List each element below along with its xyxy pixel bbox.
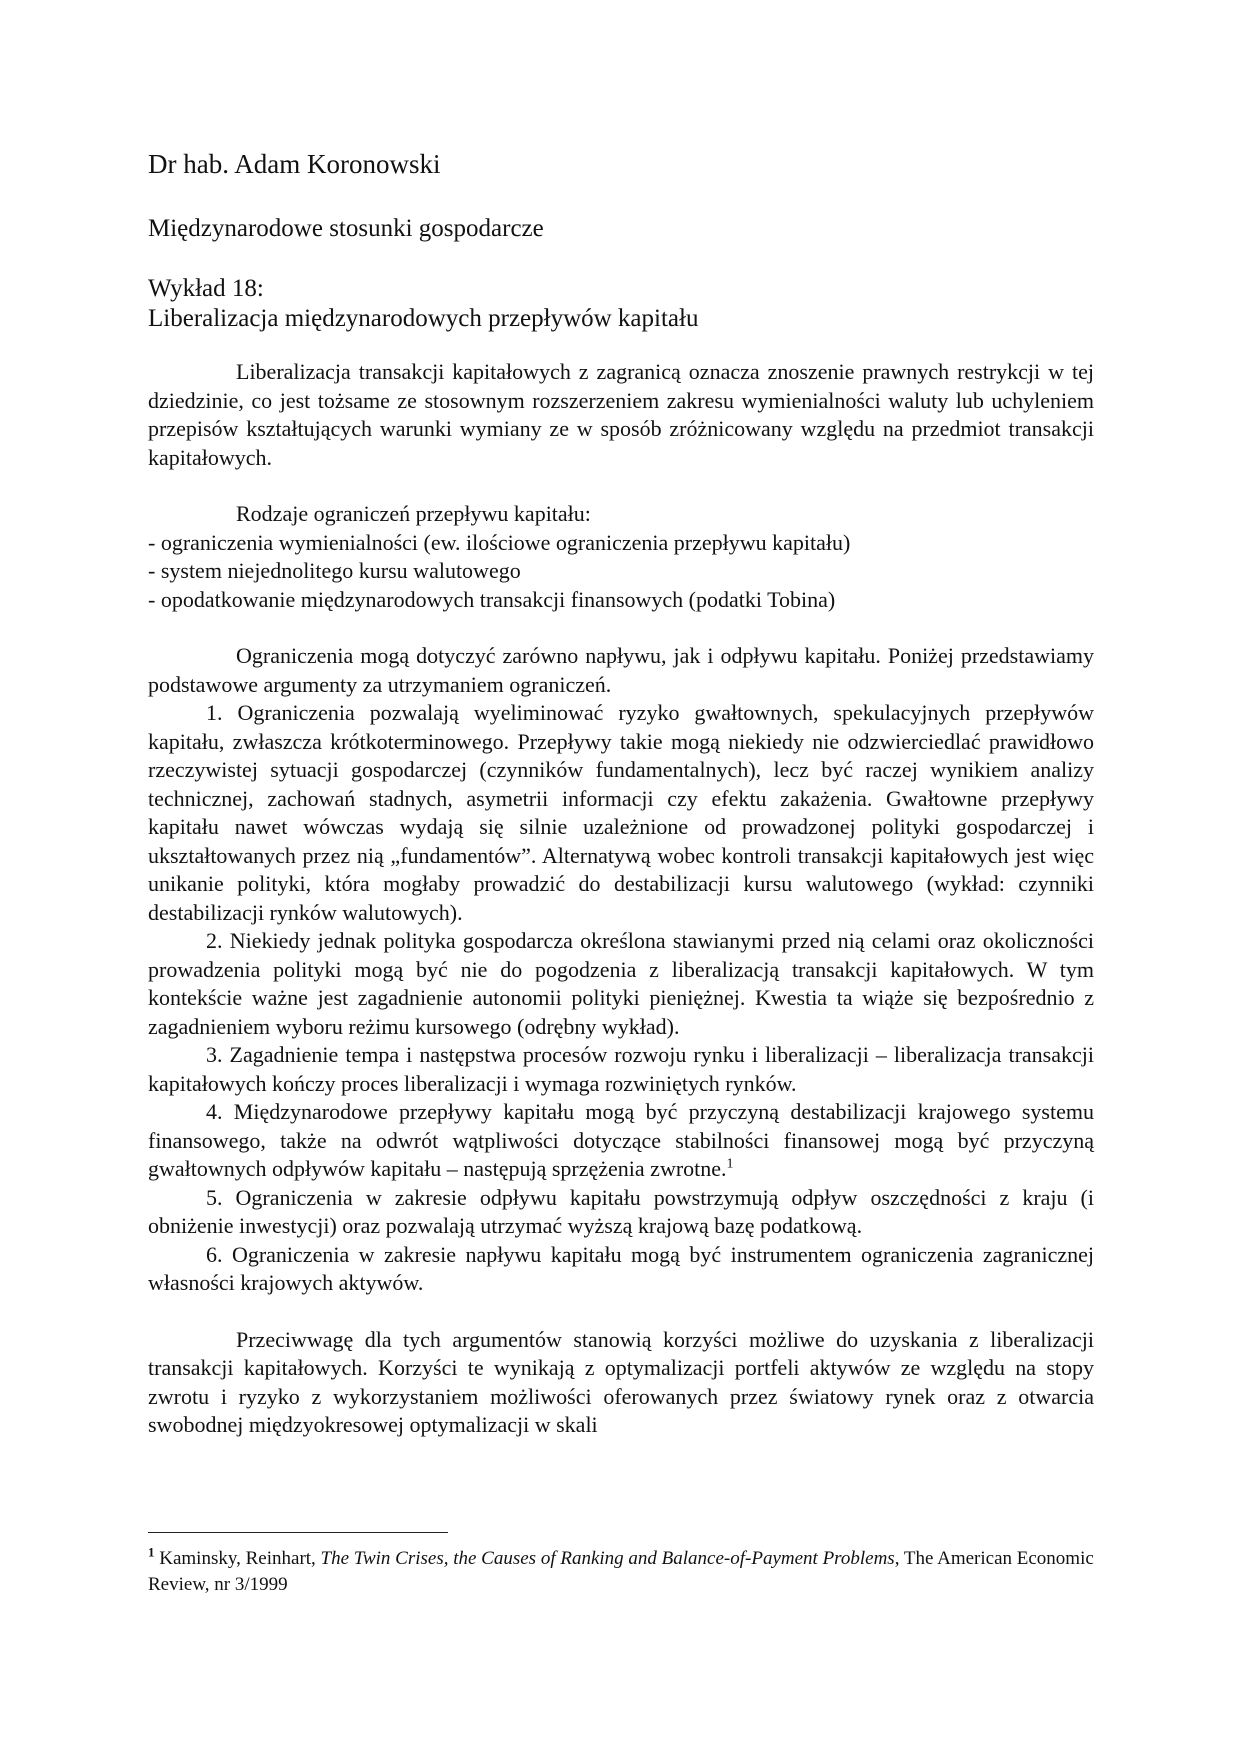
spacer [148, 1298, 1094, 1326]
spacer [148, 614, 1094, 642]
document-body [148, 358, 1094, 1440]
course-title: Międzynarodowe stosunki gospodarcze [148, 215, 544, 242]
footnote-source: , The American Economic Review, nr 3/1999 [148, 1548, 1094, 1595]
argument-item-2: 2. Niekiedy jednak polityka gospodarcza określona stawianymi przed nią celami oraz okoliczności prowadzenia polityki mogą być nie do pogodzenia z liberalizacją transakcji kapitałowych. W tym kontekście ważne jest zagadnienie autonomii polityki pieniężnej. Kwestia ta wiąże się bezpośrednio z zagadnieniem wyboru reżimu kursowego (odrębny wykład). [148, 928, 1094, 1039]
footnote-separator [148, 1532, 448, 1533]
argument-item-3: 3. Zagadnienie tempa i następstwa procesów rozwoju rynku i liberalizacji – liberalizacja transakcji kapitałowych kończy proces liberalizacji i wymaga rozwiniętych rynków. [148, 1042, 1094, 1096]
footnote-authors: Kaminsky, Reinhart, [154, 1548, 321, 1569]
argument-item-4-text: 4. Międzynarodowe przepływy kapitału mogą być przyczyną destabilizacji krajowego systemu finansowego, także na odwrót wątpliwości dotyczące stabilności finansowej mogą być przyczyną gwałtownych odpływów kapitału – następują sprzężenia zwrotne. [148, 1099, 1094, 1181]
lecture-number: Wykład 18: [148, 275, 264, 302]
footnote-reference[interactable]: 1 [726, 1156, 734, 1172]
argument-item-5: 5. Ograniczenia w zakresie odpływu kapitału powstrzymują odpływ oszczędności z kraju (i obniżenie inwestycji) oraz pozwalają utrzymać wyższą krajową bazę podatkową. [148, 1184, 1094, 1238]
intro-paragraph: Liberalizacja transakcji kapitałowych z zagranicą oznacza znoszenie prawnych restrykcji w tej dziedzinie, co jest tożsame ze stosownym rozszerzeniem zakresu wymienialności waluty lub uchyleniem przepisów kształtujących warunki wymiany ze w sposób zróżnicowany względu na przedmiot transakcji kapitałowych. [148, 359, 1094, 470]
footnote [148, 1546, 1094, 1598]
document-page [148, 148, 1094, 1440]
footnote-title: The Twin Crises, the Causes of Ranking and Balance-of-Payment Problems [320, 1548, 895, 1569]
lecture-title: Liberalizacja międzynarodowych przepływów kapitału [148, 305, 699, 332]
argument-item-4 [148, 1098, 1094, 1184]
restriction-item: - ograniczenia wymienialności (ew. ilościowe ograniczenia przepływu kapitału) [148, 529, 851, 555]
restriction-item: - opodatkowanie międzynarodowych transakcji finansowych (podatki Tobina) [148, 586, 836, 612]
argument-item-1: 1. Ograniczenia pozwalają wyeliminować ryzyko gwałtownych, spekulacyjnych przepływów kapitału, zwłaszcza krótkoterminowego. Przepływy takie mogą niekiedy nie odzwierciedlać prawidłowo rzeczywistej sytuacji gospodarczej (czynników fundamentalnych), lecz być raczej wynikiem analizy technicznej, zachowań stadnych, asymetrii informacji czy efektu zakażenia. Gwałtowne przepływy kapitału nawet wówczas wydają się silnie uzależnione od prowadzonej polityki gospodarczej i ukształtowanych przez nią „fundamentów”. Alternatywą wobec kontroli transakcji kapitałowych jest więc unikanie polityki, która mogłaby prowadzić do destabilizacji kursu walutowego (wykład: czynniki destabilizacji rynków walutowych). [148, 700, 1094, 925]
restriction-item: - system niejednolitego kursu walutowego [148, 558, 521, 583]
argument-item-6: 6. Ograniczenia w zakresie napływu kapitału mogą być instrumentem ograniczenia zagranicznej własności krajowych aktywów. [148, 1241, 1094, 1295]
footnote-number: 1 [148, 1544, 155, 1560]
author-name: Dr hab. Adam Koronowski [148, 149, 441, 179]
arguments-intro: Ograniczenia mogą dotyczyć zarówno napływu, jak i odpływu kapitału. Poniżej przedstawiamy podstawowe argumenty za utrzymaniem ograniczeń. [148, 643, 1094, 697]
restrictions-heading: Rodzaje ograniczeń przepływu kapitału: [236, 501, 591, 526]
counterweight-paragraph: Przeciwwagę dla tych argumentów stanowią korzyści możliwe do uzyskania z liberalizacji transakcji kapitałowych. Korzyści te wynikają z optymalizacji portfeli aktywów ze względu na stopy zwrotu i ryzyko z wykorzystaniem możliwości oferowanych przez światowy rynek oraz z otwarcia swobodnej międzyokresowej optymalizacji w skali [148, 1326, 1094, 1437]
spacer [148, 472, 1094, 500]
